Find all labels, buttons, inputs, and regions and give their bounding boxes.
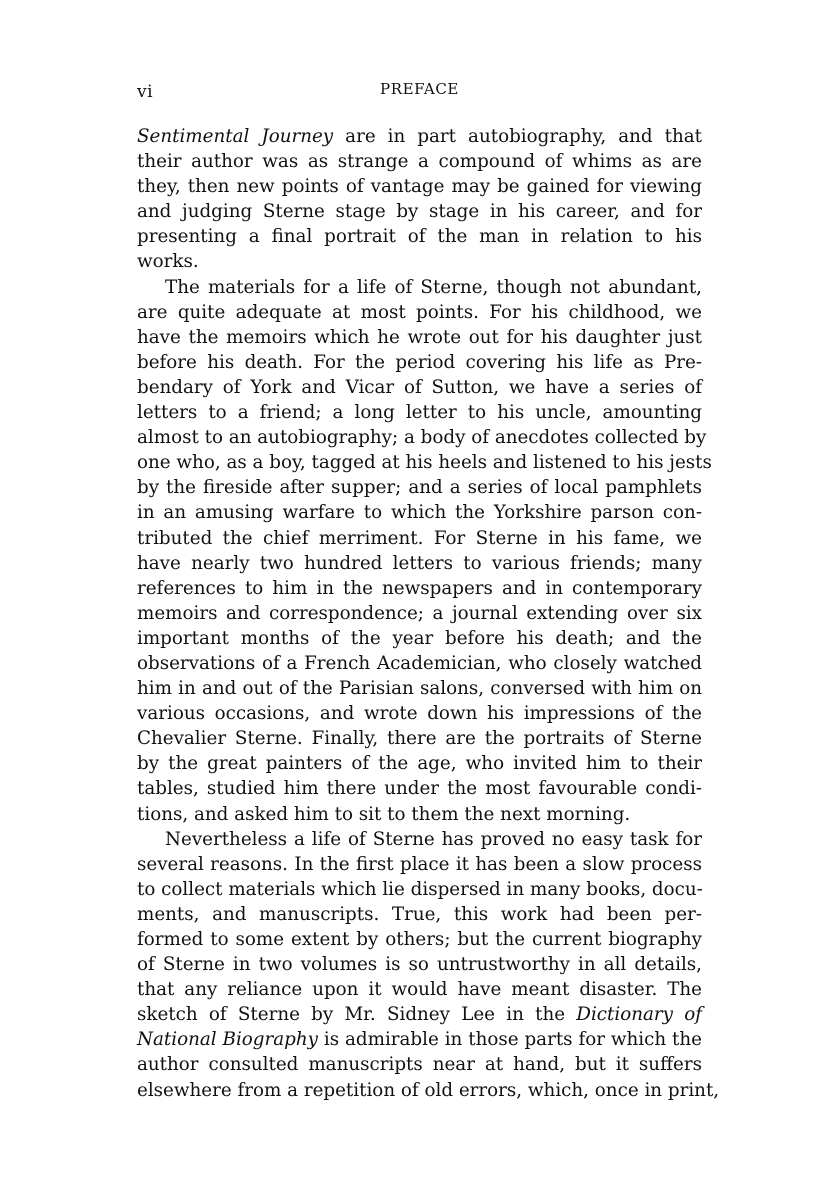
text-line [137, 249, 702, 274]
text-run: formed to some extent by others; but the current biography [137, 929, 702, 950]
text-line [137, 425, 707, 450]
text-run: of Sterne in two volumes is so untrustworthy in all details, [137, 954, 702, 976]
text-line [137, 325, 702, 350]
page-heading: PREFACE [380, 80, 459, 98]
text-line [137, 124, 702, 149]
text-line [137, 300, 702, 325]
text-run: various occasions, and wrote down his impressions of the [137, 703, 702, 725]
text-run: elsewhere from a repetition of old errors, which, once in print, [137, 1079, 720, 1101]
text-line [137, 827, 702, 852]
text-line [137, 726, 702, 751]
text-line [137, 877, 702, 902]
text-line [137, 952, 702, 977]
text-line [137, 1002, 702, 1027]
text-run: Nevertheless a life of Sterne has proved no easy task for [165, 828, 702, 850]
text-line [137, 199, 702, 224]
text-run: presenting a final portrait of the man in relation to his [137, 226, 702, 248]
text-run: are in part autobiography, and that [333, 126, 702, 147]
text-run: have the memoirs which he wrote out for his daughter just [137, 326, 702, 348]
text-run: The materials for a life of Sterne, though not abundant, [165, 276, 702, 298]
text-line [137, 802, 702, 827]
text-line [137, 500, 702, 525]
text-run: sketch of Sterne by Mr. Sidney Lee in the [137, 1004, 577, 1026]
text-run: one who, as a boy, tagged at his heels and listened to his jests [137, 452, 712, 474]
text-run: is admirable in those parts for which the [317, 1029, 703, 1051]
text-run: by the great painters of the age, who invited him to their [137, 753, 702, 775]
text-run: him in and out of the Parisian salons, conversed with him on [137, 678, 702, 700]
text-run: Chevalier Sterne. Finally, there are the portraits of Sterne [137, 728, 702, 750]
text-line [137, 174, 702, 199]
text-line [137, 450, 712, 475]
text-run: memoirs and correspondence; a journal extending over six [137, 602, 702, 624]
text-run: in an amusing warfare to which the Yorkshire parson con- [137, 502, 702, 524]
text-line [137, 601, 702, 626]
text-run: have nearly two hundred letters to various friends; many [137, 552, 702, 574]
text-line [137, 1027, 702, 1052]
text-run: to collect materials which lie dispersed in many books, docu- [137, 878, 703, 900]
text-line [137, 852, 702, 877]
paragraph [137, 124, 702, 275]
text-run: and judging Sterne stage by stage in his career, and for [137, 201, 702, 223]
text-run: author consulted manuscripts near at hand, but it suffers [137, 1054, 702, 1076]
text-run: letters to a friend; a long letter to his uncle, amounting [137, 402, 702, 424]
body-text [137, 124, 720, 1103]
text-run: their author was as strange a compound of whims as are [137, 151, 702, 173]
text-line [137, 275, 702, 300]
text-run: several reasons. In the first place it has been a slow process [137, 853, 702, 875]
text-run: observations of a French Academician, who closely watched [137, 652, 702, 674]
text-run: tables, studied him there under the most favourable condi- [137, 778, 702, 800]
text-line [137, 149, 702, 174]
text-line [137, 651, 702, 676]
text-line [137, 576, 702, 601]
text-run: important months of the year before his death; and the [137, 627, 702, 649]
text-line [137, 551, 702, 576]
text-line [137, 902, 702, 927]
text-run: works. [137, 251, 199, 273]
paragraph [137, 275, 712, 827]
text-line [137, 977, 702, 1002]
text-line [137, 776, 702, 801]
italic-title: National Biography [137, 1029, 318, 1051]
text-run: almost to an autobiography; a body of anecdotes collected by [137, 427, 707, 449]
text-line [137, 1078, 720, 1103]
text-line [137, 927, 702, 952]
page-number: vi [137, 82, 154, 102]
italic-title: Sentimental Journey [137, 126, 334, 147]
text-line [137, 751, 702, 776]
text-line [137, 1052, 702, 1077]
text-run: they, then new points of vantage may be gained for viewing [137, 176, 702, 198]
text-line [137, 626, 702, 651]
running-head [137, 80, 702, 106]
text-run: bendary of York and Vicar of Sutton, we have a series of [137, 376, 702, 398]
text-line [137, 400, 702, 425]
text-run: tions, and asked him to sit to them the next morning. [137, 803, 631, 825]
paragraph [137, 827, 720, 1103]
text-run: are quite adequate at most points. For his childhood, we [137, 301, 702, 323]
text-line [137, 526, 702, 551]
text-run: by the fireside after supper; and a series of local pamphlets [137, 477, 702, 499]
text-line [137, 475, 702, 500]
text-run: tributed the chief merriment. For Sterne in his fame, we [137, 527, 702, 549]
italic-title: Dictionary of [576, 1004, 702, 1026]
text-line [137, 676, 702, 701]
text-run: ments, and manuscripts. True, this work had been per- [137, 903, 702, 925]
text-run: before his death. For the period covering his life as Pre- [137, 351, 702, 373]
text-run: references to him in the newspapers and in contemporary [137, 577, 702, 599]
text-run: that any reliance upon it would have meant disaster. The [137, 979, 702, 1001]
text-line [137, 224, 702, 249]
text-line [137, 350, 702, 375]
text-line [137, 701, 702, 726]
text-line [137, 375, 702, 400]
